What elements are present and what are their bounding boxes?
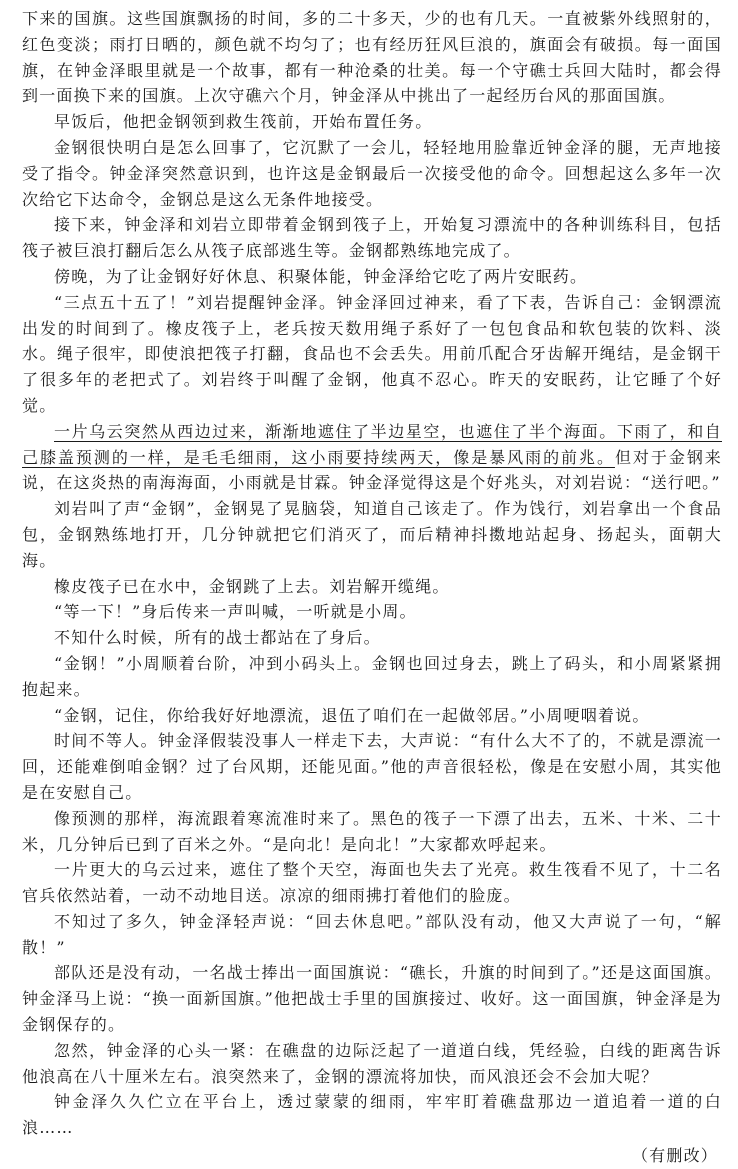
paragraph-4: 接下来，钟金泽和刘岩立即带着金钢到筏子上，开始复习漂流中的各种训练科目，包括筏子被巨浪打翻后怎么从筏子底部逃生等。金钢都熟练地完成了。 (22, 215, 722, 261)
paragraph-12: “金钢！”小周顺着台阶，冲到小码头上。金钢也回过身去，跳上了码头，和小周紧紧拥抱起来。 (22, 653, 722, 699)
paragraph-18: 部队还是没有动，一名战士捧出一面国旗说：“礁长，升旗的时间到了。”还是这面国旗。钟金泽马上说：“换一面新国旗。”他把战士手里的国旗接过、收好。这一面国旗，钟金泽是为金钢保存的。 (22, 963, 722, 1035)
document-page (22, 6, 722, 1169)
paragraph-14: 时间不等人。钟金泽假装没事人一样走下去，大声说：“有什么大不了的，不就是漂流一回，还能难倒咱金钢？过了台风期，还能见面。”他的声音很轻松，像是在安慰小周，其实他是在安慰自己。 (22, 731, 722, 802)
paragraph-8: 刘岩叫了声“金钢”，金钢晃了晃脑袋，知道自己该走了。作为饯行，刘岩拿出一个食品包，金钢熟练地打开，几分钟就把它们消灭了，而后精神抖擞地站起身、扬起头，面朝大海。 (22, 499, 722, 570)
paragraph-7 (22, 419, 722, 496)
paragraph-15: 像预测的那样，海流跟着寒流准时来了。黑色的筏子一下漂了出去，五米、十米、二十米，几分钟后已到了百米之外。“是向北！是向北！”大家都欢呼起来。 (22, 808, 722, 854)
paragraph-9: 橡皮筏子已在水中，金钢跳了上去。刘岩解开缆绳。 (54, 576, 450, 596)
paragraph-20: 钟金泽久久伫立在平台上，透过蒙蒙的细雨，牢牢盯着礁盘那边一道追着一道的白浪…… (22, 1092, 722, 1138)
paragraph-16: 一片更大的乌云过来，遮住了整个天空，海面也失去了光亮。救生筏看不见了，十二名官兵依然站着，一动不动地目送。凉凉的细雨拂打着他们的脸庞。 (22, 860, 722, 906)
paragraph-1: 下来的国旗。这些国旗飘扬的时间，多的二十多天，少的也有几天。一直被紫外线照射的，红色变淡；雨打日晒的，颜色就不均匀了；也有经历狂风巨浪的，旗面会有破损。每一面国旗，在钟金泽眼里就是一个故事，都有一种沧桑的壮美。每一个守礁士兵回大陆时，都会得到一面换下来的国旗。上次守礁六个月，钟金泽从中挑出了一起经历台风的那面国旗。 (22, 9, 722, 106)
paragraph-11: 不知什么时候，所有的战士都站在了身后。 (54, 628, 381, 648)
source-note: （有删改） (631, 1146, 718, 1166)
underlined-sentence: 一片乌云突然从西边过来，渐渐地遮住了半边星空，也遮住了半个海面。下雨了，和自己膝盖预测的一样，是毛毛细雨，这小雨要持续两天，像是暴风雨的前兆。 (22, 421, 722, 467)
paragraph-10: “等一下！”身后传来一声叫喊，一听就是小周。 (54, 602, 417, 622)
paragraph-3: 金钢很快明白是怎么回事了，它沉默了一会儿，轻轻地用脸靠近钟金泽的腿，无声地接受了指令。钟金泽突然意识到，也许这是金钢最后一次接受他的命令。回想起这么多年一次次给它下达命令，金钢总是这么无条件地接受。 (22, 137, 722, 209)
paragraph-19: 忽然，钟金泽的心头一紧：在礁盘的边际泛起了一道道白线，凭经验，白线的距离告诉他浪高在八十厘米左右。浪突然来了，金钢的漂流将加快，而风浪还会不会加大呢？ (22, 1040, 722, 1086)
paragraph-13: “金钢，记住，你给我好好地漂流，退伍了咱们在一起做邻居。”小周哽咽着说。 (54, 705, 650, 725)
paragraph-5: 傍晚，为了让金钢好好休息、积聚体能，钟金泽给它吃了两片安眠药。 (54, 266, 588, 286)
paragraph-7-rest: 但对于金钢来说，在这炎热的南海海面，小雨就是甘霖。钟金泽觉得这是个好兆头，对刘岩说：“送行吧。” (22, 447, 722, 493)
paragraph-2: 早饭后，他把金钢领到救生筏前，开始布置任务。 (54, 112, 433, 132)
paragraph-17: 不知过了多久，钟金泽轻声说：“回去休息吧。”部队没有动，他又大声说了一句，“解散！” (22, 911, 722, 957)
paragraph-6: “三点五十五了！”刘岩提醒钟金泽。钟金泽回过神来，看了下表，告诉自己：金钢漂流出发的时间到了。橡皮筏子上，老兵按天数用绳子系好了一包包食品和软包装的饮料、淡水。绳子很牢，即使浪把筏子打翻，食品也不会丢失。用前爪配合牙齿解开绳结，是金钢干了很多年的老把式了。刘岩终于叫醒了金钢，他真不忍心。昨天的安眠药，让它睡了个好觉。 (22, 292, 722, 415)
